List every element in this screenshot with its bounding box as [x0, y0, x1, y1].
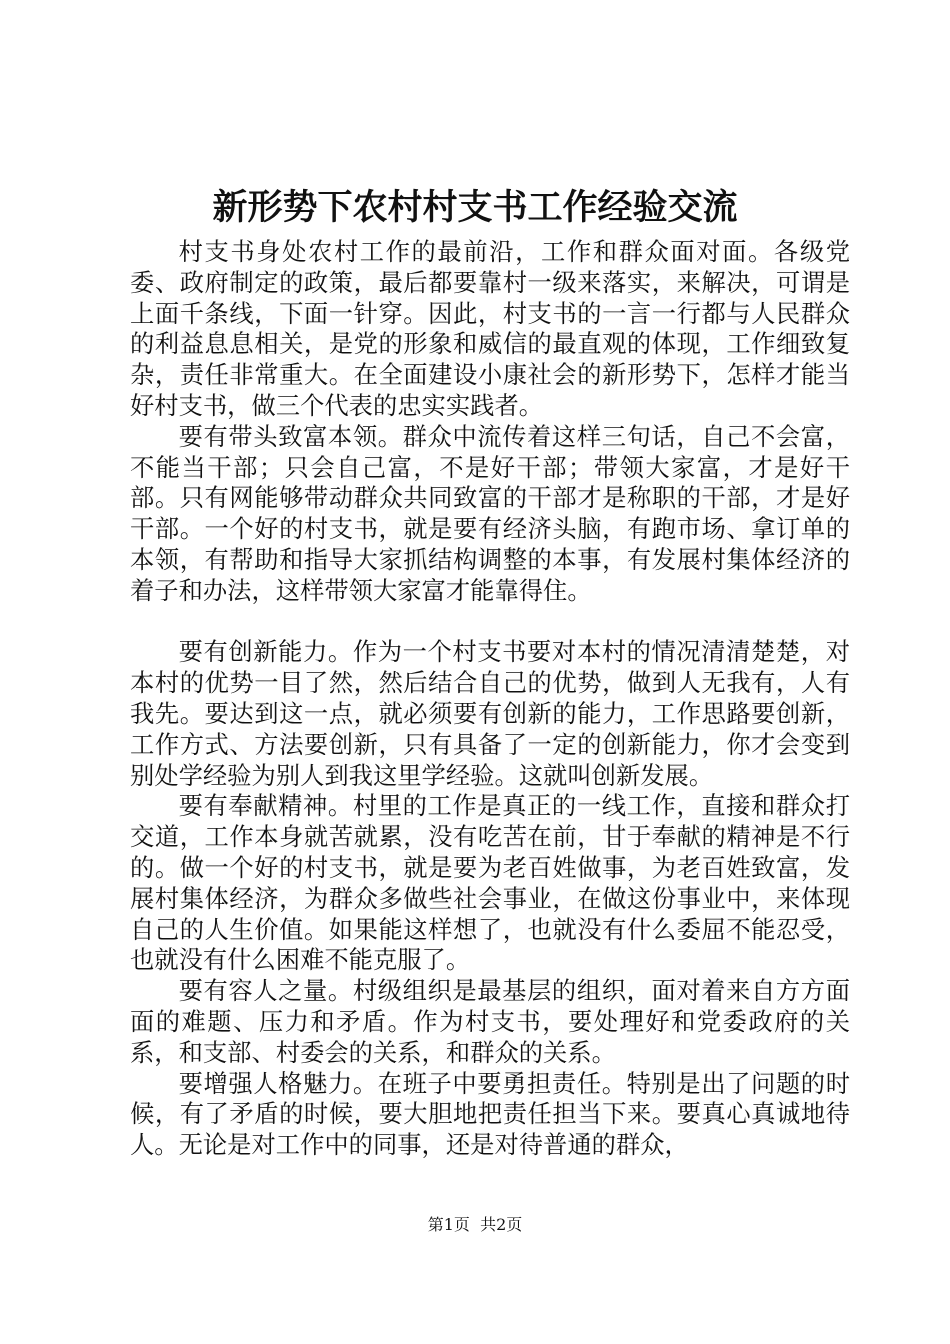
paragraph-dedication: 要有奉献精神。村里的工作是真正的一线工作，直接和群众打交道，工作本身就苦就累，没有吃苦在前，甘于奉献的精神是不行的。做一个好的村支书，就是要为老百姓做事，为老百姓致富，发展村集体经济，为群众多做些社会事业，在做这份事业中，来体现自己的人生价值。如果能这样想了，也就没有什么委屈不能忍受，也就没有什么困难不能克服了。 — [130, 791, 850, 975]
paragraph-personal-charm: 要增强人格魅力。在班子中要勇担责任。特别是出了问题的时候，有了矛盾的时候，要大胆地把责任担当下来。要真心真诚地待人。无论是对工作中的同事，还是对待普通的群众， — [130, 1068, 850, 1160]
page-footer: 第1页 共2页 — [427, 1215, 523, 1234]
paragraph-tolerance: 要有容人之量。村级组织是最基层的组织，面对着来自方方面面的难题、压力和矛盾。作为村支书，要处理好和党委政府的关系，和支部、村委会的关系，和群众的关系。 — [130, 976, 850, 1067]
document-body — [130, 237, 850, 1161]
paragraph-intro: 村支书身处农村工作的最前沿，工作和群众面对面。各级党委、政府制定的政策，最后都要靠村一级来落实，来解决，可谓是上面千条线，下面一针穿。因此，村支书的一言一行都与人民群众的利益息息相关，是党的形象和威信的最直观的体现，工作细致复杂，责任非常重大。在全面建设小康社会的新形势下，怎样才能当好村支书，做三个代表的忠实实践者。 — [130, 237, 850, 420]
paragraph-wealth-ability: 要有带头致富本领。群众中流传着这样三句话，自己不会富，不能当干部；只会自己富，不是好干部；带领大家富，才是好干部。只有网能够带动群众共同致富的干部才是称职的干部，才是好干部。一个好的村支书，就是要有经济头脑，有跑市场、拿订单的本领，有帮助和指导大家抓结构调整的本事，有发展村集体经济的着子和办法，这样带领大家富才能靠得住。 — [130, 421, 850, 605]
paragraph-innovation: 要有创新能力。作为一个村支书要对本村的情况清清楚楚，对本村的优势一目了然，然后结合自己的优势，做到人无我有，人有我先。要达到这一点，就必须要有创新的能力，工作思路要创新，工作方式、方法要创新，只有具备了一定的创新能力，你才会变到别处学经验为别人到我这里学经验。这就叫创新发展。 — [130, 637, 850, 790]
document-title: 新形势下农村村支书工作经验交流 — [212, 187, 738, 228]
